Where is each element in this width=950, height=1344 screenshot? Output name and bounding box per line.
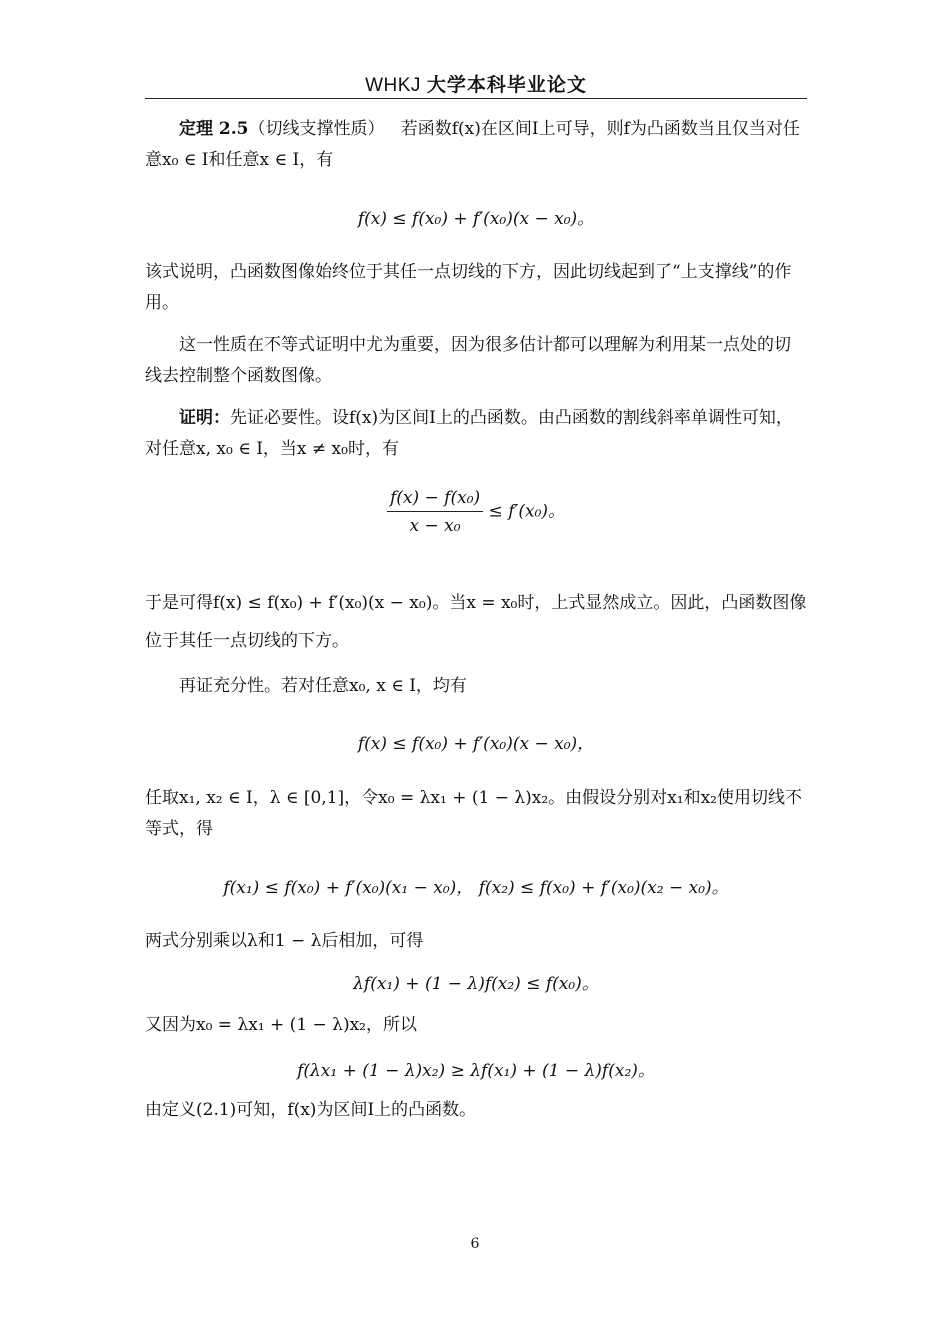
theorem-paragraph	[145, 114, 807, 176]
final-paragraph: 由定义(2.1)可知，f(x)为区间I上的凸函数。	[145, 1100, 477, 1120]
take-points-paragraph: 任取x₁, x₂ ∈ I，λ ∈ [0,1]，令x₀ = λx₁ + (1 − λ)x₂。由假设分别对x₁和x₂使用切线不等式，得	[145, 788, 802, 839]
page-number: 6	[470, 1236, 480, 1252]
header-title-en: WHKJ	[365, 75, 421, 96]
proof-label: 证明：	[179, 408, 230, 428]
fraction-tail: ≤ f′(x₀)。	[488, 501, 566, 522]
header-title-zh: 大学本科毕业论文	[426, 74, 587, 96]
equation-tangent-inequality: f(x) ≤ f(x₀) + f′(x₀)(x − x₀)。	[357, 209, 595, 229]
equation-secant-slope	[145, 488, 807, 536]
equation-assumption: f(x) ≤ f(x₀) + f′(x₀)(x − x₀)，	[357, 734, 595, 754]
theorem-statement: 若函数f(x)在区间I上可导，则f为凸函数当且仅当对任意x₀ ∈ I和任意x ∈ I，有	[145, 119, 800, 170]
fraction	[387, 488, 483, 536]
sufficiency-intro: 再证充分性。若对任意x₀, x ∈ I，均有	[179, 676, 467, 696]
proof-intro-paragraph	[145, 403, 807, 465]
theorem-name: （切线支撑性质）	[248, 119, 385, 139]
fraction-numerator: f(x) − f(x₀)	[387, 488, 483, 512]
page-header	[145, 70, 807, 97]
proof-intro: 先证必要性。设f(x)为区间I上的凸函数。由凸函数的割线斜率单调性可知，对任意x, x₀ ∈ I，当x ≠ x₀时，有	[145, 408, 793, 459]
importance-paragraph: 这一性质在不等式证明中尤为重要，因为很多估计都可以理解为利用某一点处的切线去控制整个函数图像。	[145, 335, 791, 386]
theorem-label: 定理 2.5	[179, 119, 249, 139]
equation-two-inequalities: f(x₁) ≤ f(x₀) + f′(x₀)(x₁ − x₀)， f(x₂) ≤ f(x₀) + f′(x₀)(x₂ − x₀)。	[223, 878, 729, 898]
since-paragraph: 又因为x₀ = λx₁ + (1 − λ)x₂，所以	[145, 1015, 417, 1035]
equation-convexity: f(λx₁ + (1 − λ)x₂) ≥ λf(x₁) + (1 − λ)f(x₂)。	[297, 1061, 655, 1081]
header-rule	[145, 98, 807, 99]
explanation-paragraph: 该式说明，凸函数图像始终位于其任一点切线的下方，因此切线起到了“上支撑线”的作用。	[145, 262, 792, 313]
equation-weighted-sum: λf(x₁) + (1 − λ)f(x₂) ≤ f(x₀)。	[353, 974, 599, 994]
fraction-denominator: x − x₀	[409, 516, 461, 536]
multiply-paragraph: 两式分别乘以λ和1 − λ后相加，可得	[145, 931, 424, 951]
necessity-conclusion: 于是可得f(x) ≤ f(x₀) + f′(x₀)(x − x₀)。当x = x₀时，上式显然成立。因此，凸函数图像位于其任一点切线的下方。	[145, 593, 807, 651]
